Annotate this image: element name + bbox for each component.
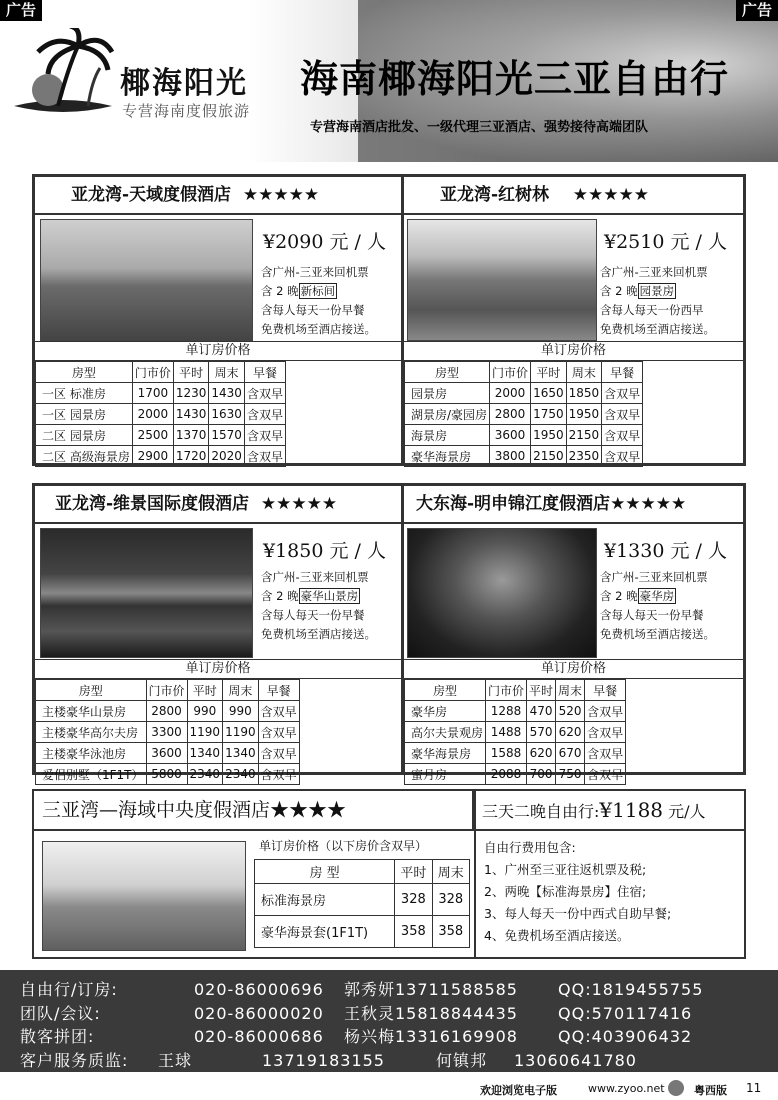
contact-row: 团队/会议: 020-86000020 王秋灵15818844435 QQ:570117416 <box>20 1003 693 1023</box>
package-price: ¥2090 元 / 人 <box>263 231 386 253</box>
header-banner <box>0 0 778 162</box>
package-price: ¥1330 元 / 人 <box>604 540 727 562</box>
hotel-card <box>401 483 746 782</box>
hotel-photo <box>407 528 597 658</box>
table-row: 高尔夫景观房 1488 570 620 含双早 <box>405 722 626 743</box>
table-row: 豪华海景房 3800 2150 2350 含双早 <box>405 446 643 467</box>
site-link[interactable]: www.zyoo.net <box>588 1082 665 1095</box>
hotel-photo <box>407 219 597 341</box>
section-label: 单订房价格 <box>35 659 401 679</box>
section-label: 单订房价格 <box>35 341 401 361</box>
section-label: 单订房价格 <box>404 341 743 361</box>
star-rating: ★★★★★ <box>610 494 687 514</box>
page-footer <box>0 1076 778 1100</box>
table-row: 一区 园景房 2000 1430 1630 含双早 <box>36 404 286 425</box>
palm-sun-logo <box>8 28 118 123</box>
table-header: 房型 门市价 平时 周末 早餐 <box>36 680 300 701</box>
brand-tagline: 专营海南度假旅游 <box>122 102 251 120</box>
package-includes: 含广州-三亚来回机票 含 2 晚 豪华山景房 含每人每天一份早餐 免费机场至酒店接送。 <box>261 570 376 641</box>
page-number: 11 <box>746 1081 762 1095</box>
table-row: 爱侣别墅（1F1T） 5800 2340 2340 含双早 <box>36 764 300 785</box>
table-header: 房型 门市价 平时 周末 早餐 <box>405 680 626 701</box>
welcome-text: 欢迎浏览电子版 <box>480 1084 557 1097</box>
table-row: 主楼豪华泳池房 3600 1340 1340 含双早 <box>36 743 300 764</box>
hotel-title: 亚龙湾-维景国际度假酒店 ★★★★★ <box>35 486 401 524</box>
page-subtitle: 专营海南酒店批发、一级代理三亚酒店、强势接待高端团队 <box>310 120 649 135</box>
package-includes: 含广州-三亚来回机票 含 2 晚 新标间 含每人每天一份早餐 免费机场至酒店接送。 <box>261 265 376 336</box>
room-price-table <box>404 679 626 785</box>
room-price-table <box>35 679 300 785</box>
hotel-title: 亚龙湾-天域度假酒店 ★★★★★ <box>35 177 401 215</box>
section-label: 单订房价格（以下房价含双早） <box>259 839 428 853</box>
package-price: ¥2510 元 / 人 <box>604 231 727 253</box>
globe-icon <box>668 1080 684 1096</box>
room-price-table <box>35 361 286 467</box>
brand-name: 椰海阳光 <box>120 66 248 101</box>
table-row: 二区 园景房 2500 1370 1570 含双早 <box>36 425 286 446</box>
contact-row: 自由行/订房: 020-86000696 郭秀妍13711588585 QQ:1819455755 <box>20 980 704 999</box>
contact-row: 客户服务质监: 王球 13719183155 何镇邦 13060641780 <box>20 1050 637 1070</box>
table-row: 园景房 2000 1650 1850 含双早 <box>405 383 643 404</box>
package-heading: 三天二晚自由行:¥1188 元/人 <box>476 791 744 831</box>
table-row: 湖景房/豪园房 2800 1750 1950 含双早 <box>405 404 643 425</box>
star-rating: ★★★★★ <box>572 185 649 205</box>
hotel-photo <box>42 841 246 951</box>
table-header: 房 型 平时 周末 <box>255 860 470 884</box>
hotel-card <box>401 174 746 466</box>
hotel-photo <box>40 219 253 341</box>
table-header: 房型 门市价 平时 周末 早餐 <box>36 362 286 383</box>
table-row: 海景房 3600 1950 2150 含双早 <box>405 425 643 446</box>
contact-footer <box>0 970 778 1072</box>
star-rating: ★★★★★ <box>260 494 338 514</box>
table-row: 蜜月房 2088 700 750 含双早 <box>405 764 626 785</box>
hotel-title: 亚龙湾-红树林 ★★★★★ <box>404 177 743 215</box>
hotel-title: 大东海-明申锦江度假酒店★★★★★ <box>404 486 743 524</box>
ad-label-right: 广告 <box>736 0 778 21</box>
hotel-card-sanya-bay <box>32 789 746 959</box>
table-row: 一区 标准房 1700 1230 1430 含双早 <box>36 383 286 404</box>
section-label: 单订房价格 <box>404 659 743 679</box>
hotel-card <box>32 483 404 782</box>
room-price-table <box>254 859 470 948</box>
room-price-table <box>404 361 643 467</box>
package-price: ¥1188 <box>599 798 664 822</box>
star-rating: ★★★★★ <box>242 185 320 205</box>
ad-label-left: 广告 <box>0 0 42 21</box>
contact-row: 散客拼团: 020-86000686 杨兴梅13316169908 QQ:403906432 <box>20 1027 693 1046</box>
page-title: 海南椰海阳光三亚自由行 <box>300 56 730 101</box>
hotel-card <box>32 174 404 466</box>
table-row: 豪华海景套(1F1T) 358 358 <box>255 916 470 948</box>
package-includes: 含广州-三亚来回机票 含 2 晚 豪华房 含每人每天一份早餐 免费机场至酒店接送。 <box>600 570 715 641</box>
edition-label: 粤西版 <box>694 1084 727 1097</box>
table-row: 豪华房 1288 470 520 含双早 <box>405 701 626 722</box>
table-header: 房型 门市价 平时 周末 早餐 <box>405 362 643 383</box>
table-row: 豪华海景房 1588 620 670 含双早 <box>405 743 626 764</box>
star-rating: ★★★★ <box>270 799 347 821</box>
table-row: 标准海景房 328 328 <box>255 884 470 916</box>
table-row: 主楼豪华山景房 2800 990 990 含双早 <box>36 701 300 722</box>
hotel-title: 三亚湾—海域中央度假酒店★★★★ <box>34 791 474 831</box>
package-box <box>474 791 744 957</box>
table-row: 主楼豪华高尔夫房 3300 1190 1190 含双早 <box>36 722 300 743</box>
package-includes: 含广州-三亚来回机票 含 2 晚 园景房 含每人每天一份西早 免费机场至酒店接送。 <box>600 265 715 336</box>
package-details: 自由行费用包含: 1、广州至三亚往返机票及税; 2、两晚【标准海景房】住宿; 3、每人每天一份中西式自助早餐; 4、免费机场至酒店接送。 <box>484 840 672 943</box>
package-price: ¥1850 元 / 人 <box>263 540 386 562</box>
table-row: 二区 高级海景房 2900 1720 2020 含双早 <box>36 446 286 467</box>
hotel-photo <box>40 528 253 658</box>
